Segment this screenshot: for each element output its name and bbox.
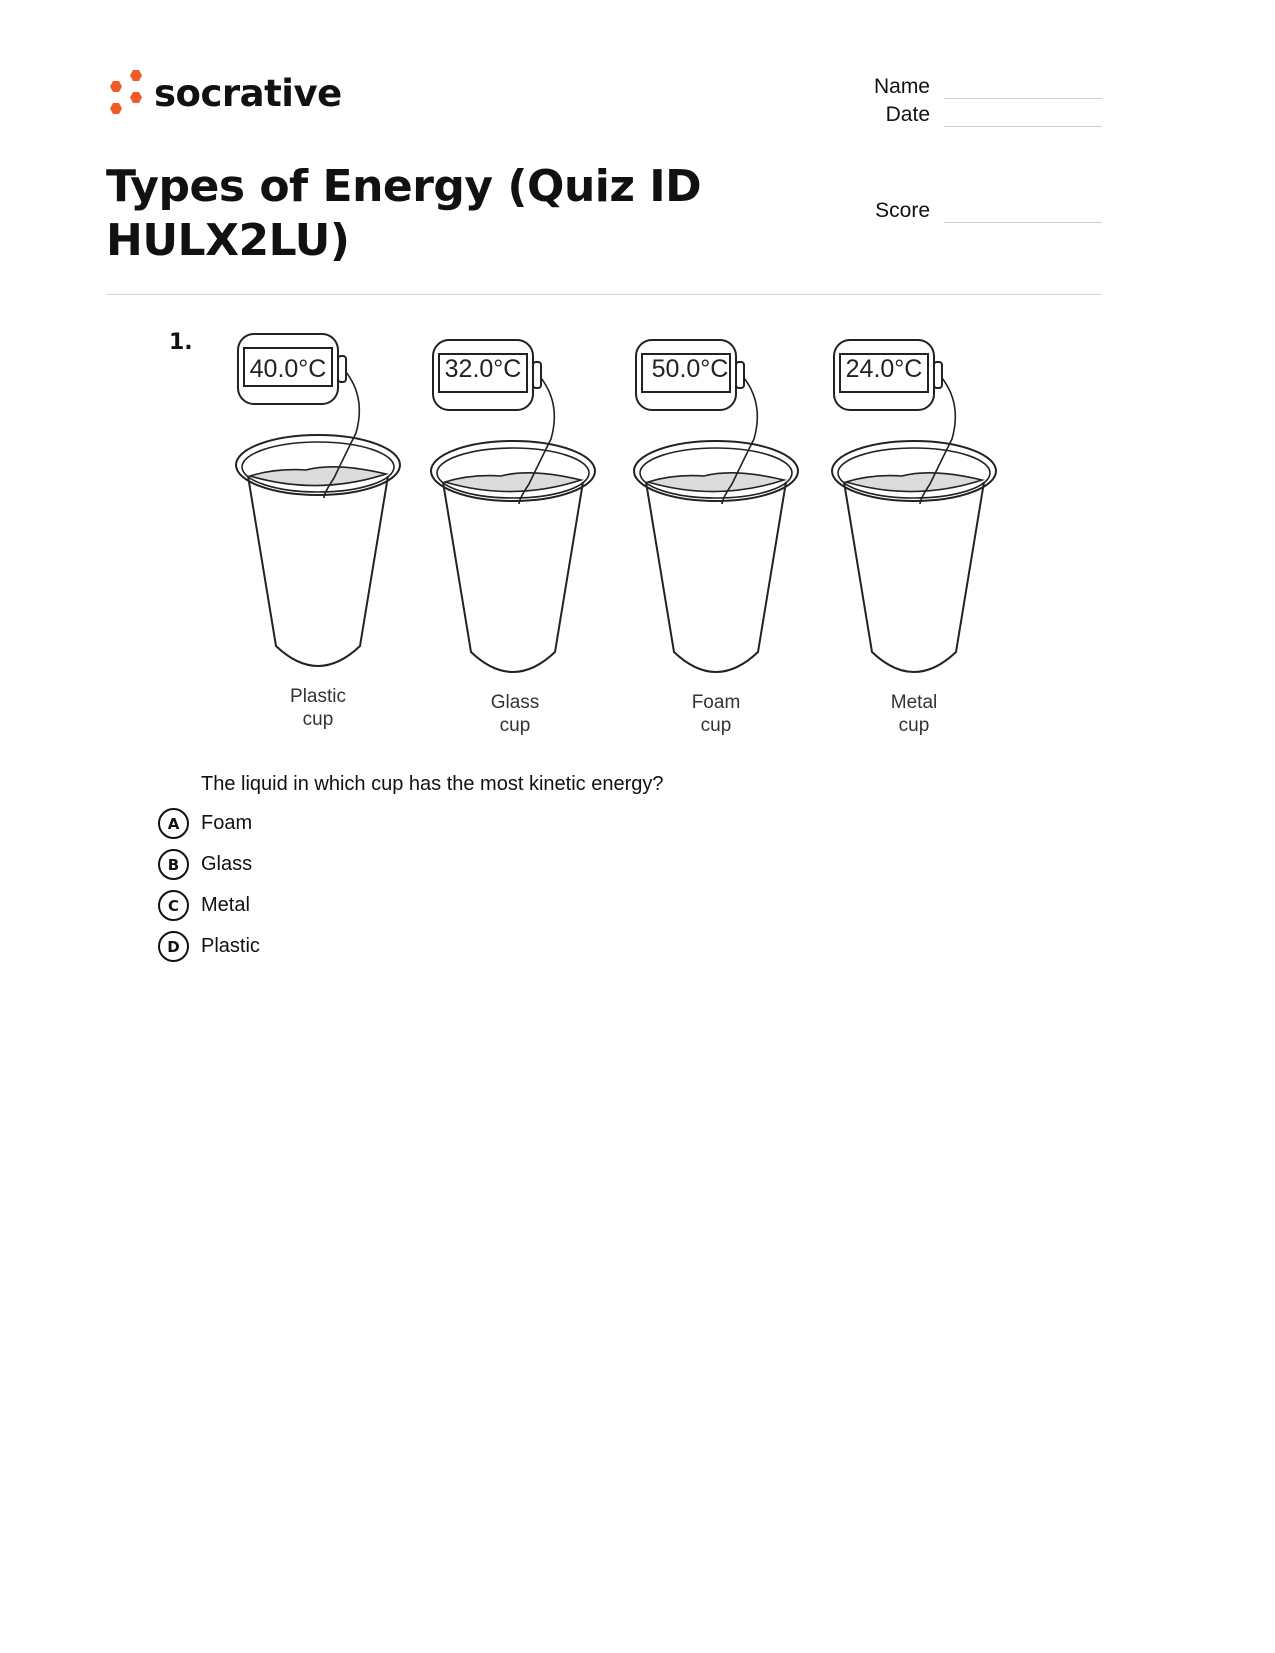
option-d-label: Plastic xyxy=(201,935,260,957)
date-input-line[interactable] xyxy=(944,126,1102,127)
svg-text:cup: cup xyxy=(898,715,930,736)
svg-text:Metal: Metal xyxy=(890,692,938,713)
svg-text:Glass: Glass xyxy=(490,692,540,713)
option-b[interactable] xyxy=(158,844,260,885)
thermometer-cups-illustration xyxy=(226,328,1016,748)
svg-text:cup: cup xyxy=(302,709,334,730)
question-figure-cups xyxy=(226,328,1016,748)
metal-cup xyxy=(832,340,996,736)
option-c-badge[interactable]: C xyxy=(158,890,189,921)
answer-options xyxy=(158,803,260,967)
name-field[interactable] xyxy=(810,76,1102,97)
date-field[interactable] xyxy=(810,104,1102,125)
hexagon-cluster-icon xyxy=(106,68,146,118)
option-c-label: Metal xyxy=(201,894,250,916)
score-input-line[interactable] xyxy=(944,222,1102,223)
foam-cup-temperature: 50.0°C xyxy=(651,355,729,383)
question-text: The liquid in which cup has the most kinetic energy? xyxy=(201,773,664,795)
option-a-badge[interactable]: A xyxy=(158,808,189,839)
question-number: 1. xyxy=(169,330,193,355)
option-a[interactable] xyxy=(158,803,260,844)
option-b-label: Glass xyxy=(201,853,253,875)
option-d[interactable] xyxy=(158,926,260,967)
svg-text:Plastic: Plastic xyxy=(290,686,346,707)
score-field[interactable] xyxy=(810,200,1102,221)
option-b-badge[interactable]: B xyxy=(158,849,189,880)
foam-cup xyxy=(634,340,798,736)
option-c[interactable] xyxy=(158,885,260,926)
option-d-badge[interactable]: D xyxy=(158,931,189,962)
name-label: Name xyxy=(873,75,930,98)
svg-text:Foam: Foam xyxy=(691,692,741,713)
socrative-logo xyxy=(106,68,342,118)
quiz-title: Types of Energy (Quiz ID HULX2LU) xyxy=(106,161,702,266)
metal-cup-temperature: 24.0°C xyxy=(845,355,923,383)
plastic-cup xyxy=(236,334,400,730)
name-input-line[interactable] xyxy=(944,98,1102,99)
svg-text:cup: cup xyxy=(700,715,732,736)
plastic-cup-temperature: 40.0°C xyxy=(249,355,327,383)
score-label: Score xyxy=(875,199,930,222)
option-a-label: Foam xyxy=(201,812,253,834)
glass-cup-temperature: 32.0°C xyxy=(444,355,522,383)
brand-name: socrative xyxy=(154,71,342,115)
glass-cup xyxy=(431,340,595,736)
header-divider xyxy=(106,294,1102,295)
date-label: Date xyxy=(885,103,930,126)
svg-text:cup: cup xyxy=(499,715,531,736)
